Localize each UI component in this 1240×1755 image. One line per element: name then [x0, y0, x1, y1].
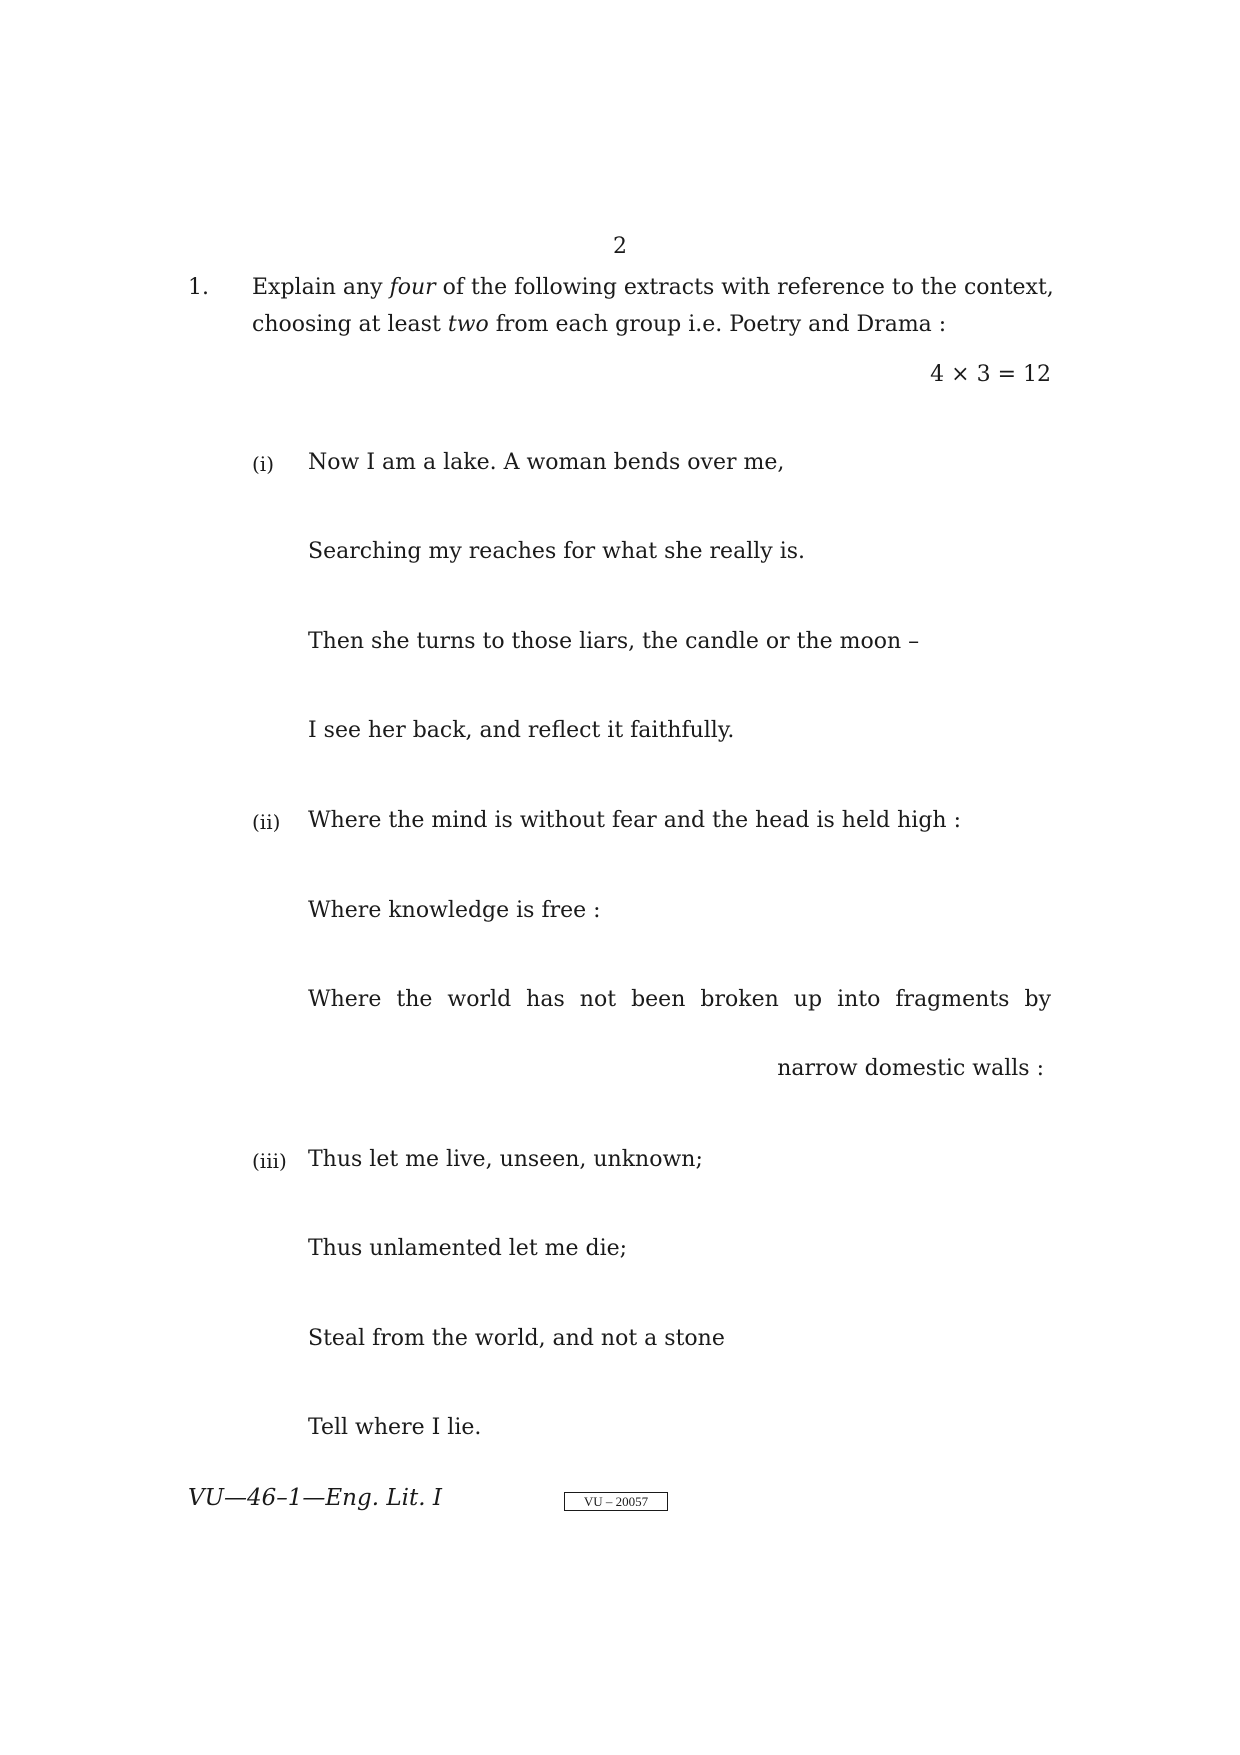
extract-i-line-2: Searching my reaches for what she really is. [308, 539, 806, 564]
question-number: 1. [188, 275, 209, 300]
question-line-1-pre: Explain any [252, 275, 390, 300]
extract-ii-line-2: Where knowledge is free : [308, 898, 601, 923]
page-number: 2 [613, 234, 627, 259]
marks-allocation: 4 × 3 = 12 [930, 362, 1051, 387]
extract-i-line-3: Then she turns to those liars, the candle or the moon – [308, 629, 920, 654]
extract-ii-line-3-text: Where the world has not been broken up into fragments by [308, 987, 1051, 1012]
paper-code: VU—46–1—Eng. Lit. I [188, 1485, 442, 1511]
paper-serial-box: VU – 20057 [564, 1492, 668, 1511]
extract-iii-line-2: Thus unlamented let me die; [308, 1236, 628, 1261]
extract-label-i: (i) [252, 452, 275, 476]
extract-i-line-1: Now I am a lake. A woman bends over me, [308, 450, 785, 475]
extract-i-line-4: I see her back, and reflect it faithfully. [308, 718, 735, 743]
question-emphasis-two: two [447, 312, 489, 337]
extract-ii-line-1: Where the mind is without fear and the head is held high : [308, 808, 961, 833]
extract-iii-line-3: Steal from the world, and not a stone [308, 1326, 725, 1351]
question-emphasis-four: four [389, 275, 436, 300]
question-line-1 [252, 275, 1054, 300]
question-line-2-pre: choosing at least [252, 312, 448, 337]
question-line-1-post: of the following extracts with reference to the context, [435, 275, 1054, 300]
extract-ii-line-3 [308, 987, 1051, 1012]
extract-label-iii: (iii) [252, 1149, 287, 1173]
question-line-2-post: from each group i.e. Poetry and Drama : [488, 312, 947, 337]
extract-label-ii: (ii) [252, 810, 281, 834]
extract-ii-line-4: narrow domestic walls : [777, 1056, 1044, 1081]
extract-iii-line-1: Thus let me live, unseen, unknown; [308, 1147, 703, 1172]
question-line-2 [252, 312, 946, 337]
extract-iii-line-4: Tell where I lie. [308, 1415, 482, 1440]
